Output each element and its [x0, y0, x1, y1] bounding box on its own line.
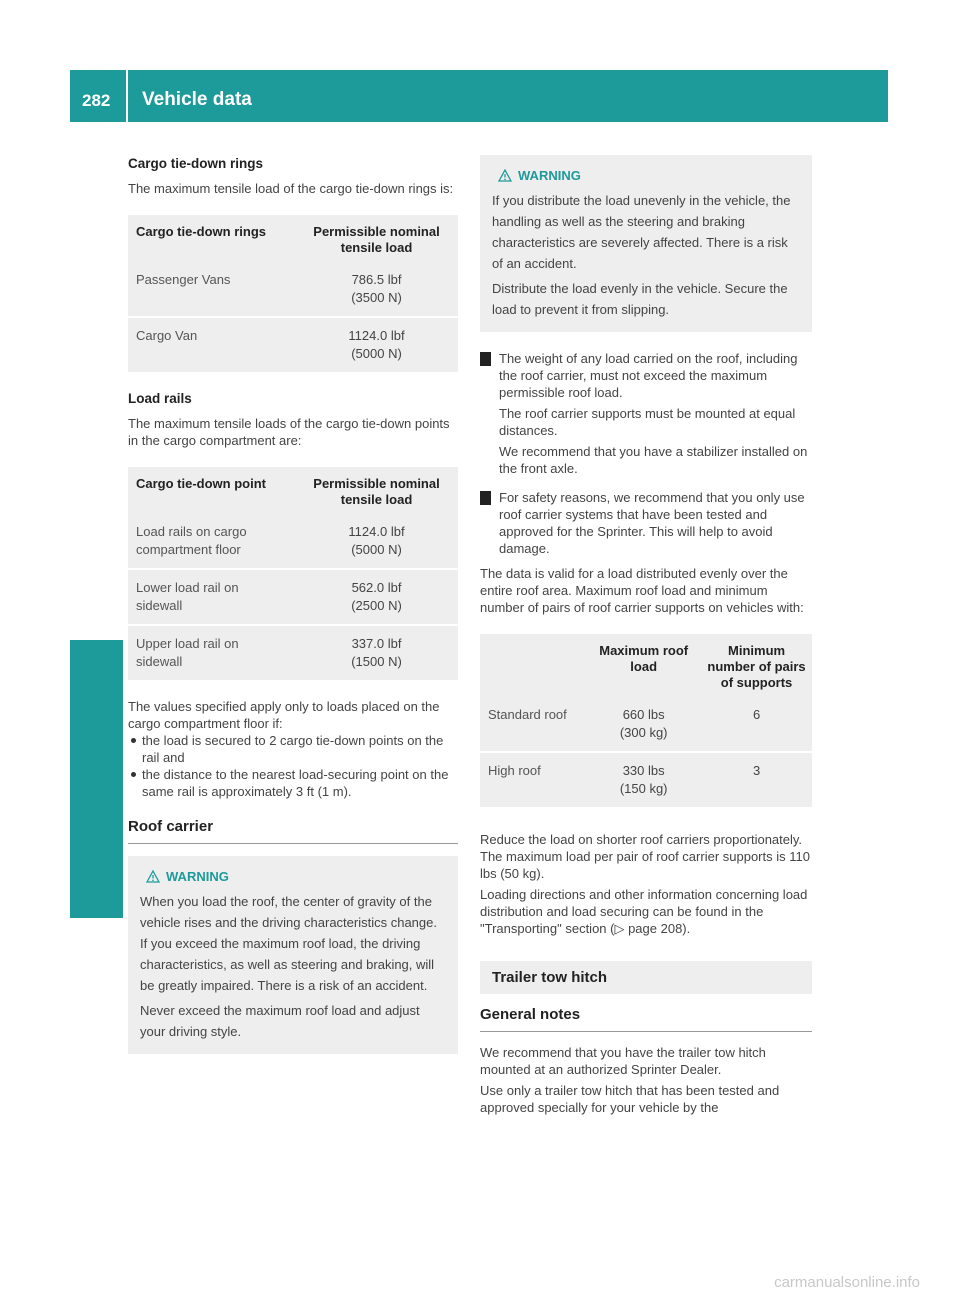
- warning-text: Never exceed the maximum roof load and adjust your driving style.: [140, 1003, 420, 1039]
- table-header: Permissible nominal tensile load: [313, 224, 440, 255]
- load-rails-heading: Load rails: [128, 391, 192, 406]
- note-text: The roof carrier supports must be mounted at equal distances.: [499, 406, 796, 438]
- safety-note: [480, 489, 812, 557]
- value-lbf: 562.0 lbf: [351, 580, 402, 595]
- table-cell-value: 6: [752, 707, 761, 722]
- warning-header: [146, 866, 446, 887]
- warning-header: [498, 165, 800, 186]
- table-cell-label: Cargo Van: [128, 317, 293, 372]
- conditions-list: [128, 732, 458, 800]
- table-header: Cargo tie-down point: [136, 476, 266, 491]
- table-cell-value: 3: [699, 752, 812, 807]
- header-divider: [126, 70, 128, 122]
- table-cell-value: [586, 697, 699, 752]
- table-row: [128, 317, 458, 372]
- warning-text: If you distribute the load unevenly in the vehicle, the handling as well as the steering and braking characteristics are severely affected. There is a risk of an accident.: [492, 193, 791, 271]
- value-lbs: 330 lbs: [622, 763, 665, 778]
- table-cell-label: Upper load rail on sidewall: [128, 625, 293, 680]
- value-lbf: 1124.0 lbf: [348, 328, 405, 343]
- table-header-row: [128, 215, 458, 262]
- value-lbs: 660 lbs: [622, 707, 665, 722]
- table-header: Permissible nominal tensile load: [313, 476, 440, 507]
- loading-directions-text: Loading directions and other information concerning load distribution and load securing can be found in the "Transporting" section (▷ page 208).: [480, 887, 808, 936]
- note-text: The weight of any load carried on the roof, including the roof carrier, must not exceed the maximum permissible roof load.: [499, 351, 798, 400]
- page-title: Vehicle data: [142, 89, 252, 110]
- value-lbf: 786.5 lbf: [351, 272, 402, 287]
- cargo-rings-table: [128, 215, 458, 372]
- right-column: [480, 155, 812, 1116]
- side-tab-label: Technical data: [83, 770, 105, 908]
- value-newton: (1500 N): [351, 654, 402, 669]
- warning-text: Distribute the load evenly in the vehicle. Secure the load to prevent it from slipping.: [492, 281, 788, 317]
- value-newton: (3500 N): [351, 290, 402, 305]
- table-cell-label: High roof: [480, 752, 586, 807]
- table-cell-label: Passenger Vans: [136, 272, 231, 287]
- cargo-rings-intro: The maximum tensile load of the cargo tie-down rings is:: [128, 181, 454, 196]
- trailer-text: Use only a trailer tow hitch that has been tested and approved specially for your vehicle by the: [480, 1083, 780, 1115]
- data-valid-text: The data is valid for a load distributed evenly over the entire roof area. Maximum roof load and minimum number of pairs of roof carrier supports on vehicles with:: [480, 566, 804, 615]
- roof-carrier-heading: Roof carrier: [128, 818, 458, 844]
- load-warning-box: [480, 155, 812, 332]
- value-lbf: 1124.0 lbf: [348, 524, 405, 539]
- warning-triangle-icon: [146, 870, 160, 883]
- roof-load-note: [480, 350, 812, 477]
- table-header-row: [128, 467, 458, 514]
- warning-label: WARNING: [166, 869, 229, 884]
- roof-load-table: [480, 634, 812, 807]
- warning-text: When you load the roof, the center of gravity of the vehicle rises and the driving characteristics change. If you exceed the maximum roof load, the driving characteristics, as well as steering and braking, will be greatly impaired. There is a risk of an accident.: [140, 894, 437, 993]
- value-kg: (150 kg): [619, 781, 668, 796]
- left-column: [128, 155, 458, 1054]
- page-header: [70, 70, 888, 122]
- load-rails-intro: The maximum tensile loads of the cargo tie-down points in the cargo compartment are:: [128, 416, 450, 448]
- note-square-icon: [480, 352, 491, 366]
- general-notes-heading: General notes: [480, 1006, 812, 1032]
- footer-watermark: carmanualsonline.info: [774, 1274, 920, 1291]
- table-row: [480, 752, 812, 807]
- roof-warning-box: [128, 856, 458, 1054]
- note-body: [499, 350, 812, 477]
- table-cell-value: [293, 569, 458, 625]
- table-cell-value: [586, 752, 699, 807]
- table-row: [128, 569, 458, 625]
- value-newton: (5000 N): [351, 542, 402, 557]
- note-text: We recommend that you have a stabilizer installed on the front axle.: [499, 444, 808, 476]
- table-cell-value: [293, 317, 458, 372]
- note-text: For safety reasons, we recommend that you only use roof carrier systems that have been tested and approved for the Sprinter. This will help to avoid damage.: [499, 490, 805, 556]
- table-header-row: [480, 634, 812, 697]
- trailer-text: We recommend that you have the trailer tow hitch mounted at an authorized Sprinter Dealer.: [480, 1045, 766, 1077]
- page-number: 282: [82, 91, 111, 110]
- value-kg: (300 kg): [619, 725, 668, 740]
- table-cell-label: Load rails on cargo compartment floor: [136, 524, 247, 557]
- note-square-icon: [480, 491, 491, 505]
- load-rails-table: [128, 467, 458, 680]
- table-header: Minimum number of pairs of supports: [707, 643, 806, 690]
- trailer-banner: Trailer tow hitch: [480, 961, 812, 994]
- table-cell-value: [293, 262, 458, 317]
- value-newton: (2500 N): [351, 598, 402, 613]
- values-note: The values specified apply only to loads placed on the cargo compartment floor if:: [128, 699, 440, 731]
- table-row: [128, 514, 458, 569]
- warning-triangle-icon: [498, 169, 512, 182]
- table-cell-value: [293, 625, 458, 680]
- table-cell-label: Lower load rail on sidewall: [128, 569, 293, 625]
- table-row: [480, 697, 812, 752]
- table-header: [480, 634, 586, 697]
- table-cell-label: Standard roof: [488, 707, 567, 722]
- list-item: the distance to the nearest load-securing point on the same rail is approximately 3 ft (1 m).: [128, 766, 458, 800]
- cargo-rings-heading: Cargo tie-down rings: [128, 156, 263, 171]
- table-header: Maximum roof load: [599, 643, 689, 674]
- table-cell-value: [293, 514, 458, 569]
- reduce-text: Reduce the load on shorter roof carriers proportionately. The maximum load per pair of roof carrier supports is 110 lbs (50 kg).: [480, 832, 810, 881]
- list-item: the load is secured to 2 cargo tie-down points on the rail and: [128, 732, 458, 766]
- table-row: [128, 262, 458, 317]
- table-header: Cargo tie-down rings: [136, 224, 266, 239]
- value-lbf: 337.0 lbf: [351, 636, 402, 651]
- table-row: [128, 625, 458, 680]
- value-newton: (5000 N): [351, 346, 402, 361]
- warning-label: WARNING: [518, 168, 581, 183]
